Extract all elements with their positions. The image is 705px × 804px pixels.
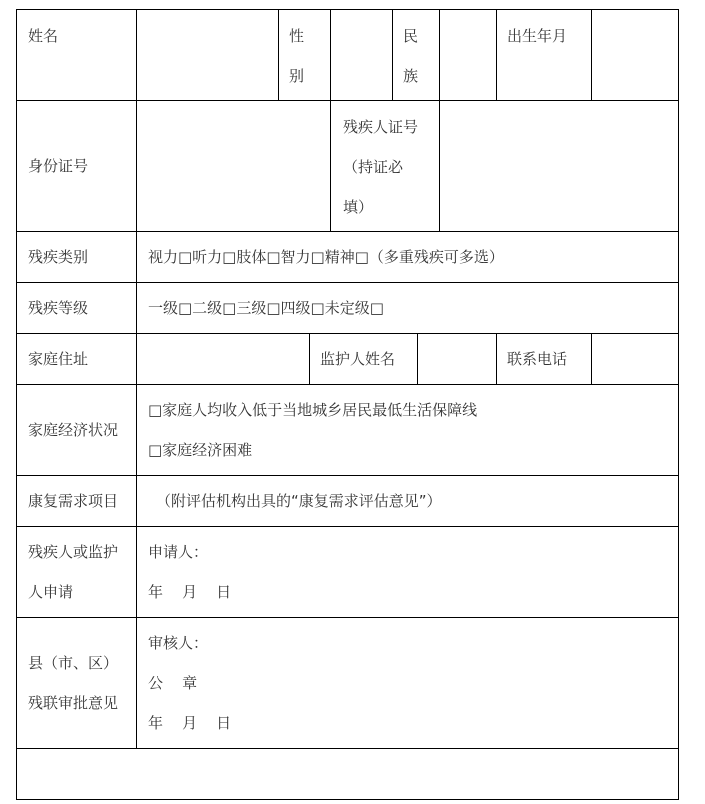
applicant-section-label-line2: 人申请 [28,583,74,601]
gender-field[interactable] [331,10,392,100]
home-address-field[interactable] [137,334,309,384]
gender-label-char1: 性 [289,27,305,45]
cell-divider [496,10,497,100]
economic-status-label: 家庭经济状况 [28,421,119,439]
name-field[interactable] [137,10,278,100]
guardian-name-label: 监护人姓名 [320,350,396,368]
approval-section-label-line2: 残联审批意见 [28,694,119,712]
row-divider [17,231,678,232]
row-divider [17,526,678,527]
birth-date-label: 出生年月 [507,27,568,45]
economic-option-low-income[interactable]: □家庭人均收入低于当地城乡居民最低生活保障线 [148,401,478,419]
birth-date-field[interactable] [592,10,678,100]
phone-field[interactable] [592,334,678,384]
row-divider [17,333,678,334]
disability-cert-label-line2: （持证必 [343,158,404,176]
disability-level-options[interactable]: 一级□二级□三级□四级□未定级□ [148,299,384,317]
guardian-name-field[interactable] [418,334,496,384]
rehab-needs-note: （附评估机构出具的“康复需求评估意见”） [156,492,442,510]
approval-section-label-line1: 县（市、区） [28,654,119,672]
cell-divider [309,333,310,384]
ethnicity-label-char2: 族 [403,67,419,85]
disability-category-label: 残疾类别 [28,248,89,266]
application-form-table [16,9,679,800]
row-divider [17,617,678,618]
disability-level-label: 残疾等级 [28,299,89,317]
cell-divider [392,10,393,100]
empty-bottom-row [17,749,678,799]
disability-category-options[interactable]: 视力□听力□肢体□智力□精神□（多重残疾可多选） [148,248,504,266]
applicant-date-line[interactable]: 年 月 日 [148,583,232,601]
cell-divider [330,100,331,231]
id-number-field[interactable] [137,101,330,231]
name-label: 姓名 [28,27,59,45]
phone-label: 联系电话 [507,350,568,368]
cell-divider [278,10,279,100]
applicant-signature-label[interactable]: 申请人： [148,543,209,561]
home-address-label: 家庭住址 [28,350,89,368]
ethnicity-field[interactable] [440,10,496,100]
id-number-label: 身份证号 [28,157,89,175]
rehab-needs-label: 康复需求项目 [28,492,119,510]
official-seal-label: 公 章 [148,674,198,692]
gender-label-char2: 别 [289,67,305,85]
ethnicity-label-char1: 民 [403,27,419,45]
cell-divider [496,333,497,384]
disability-cert-label-line3: 填） [343,198,374,216]
approval-date-line[interactable]: 年 月 日 [148,714,232,732]
row-divider [17,282,678,283]
row-divider [17,384,678,385]
disability-cert-field[interactable] [440,101,678,231]
row-divider [17,475,678,476]
applicant-section-label-line1: 残疾人或监护 [28,543,119,561]
economic-option-hardship[interactable]: □家庭经济困难 [148,441,253,459]
disability-cert-label-line1: 残疾人证号 [343,118,419,136]
reviewer-signature-label[interactable]: 审核人： [148,634,209,652]
